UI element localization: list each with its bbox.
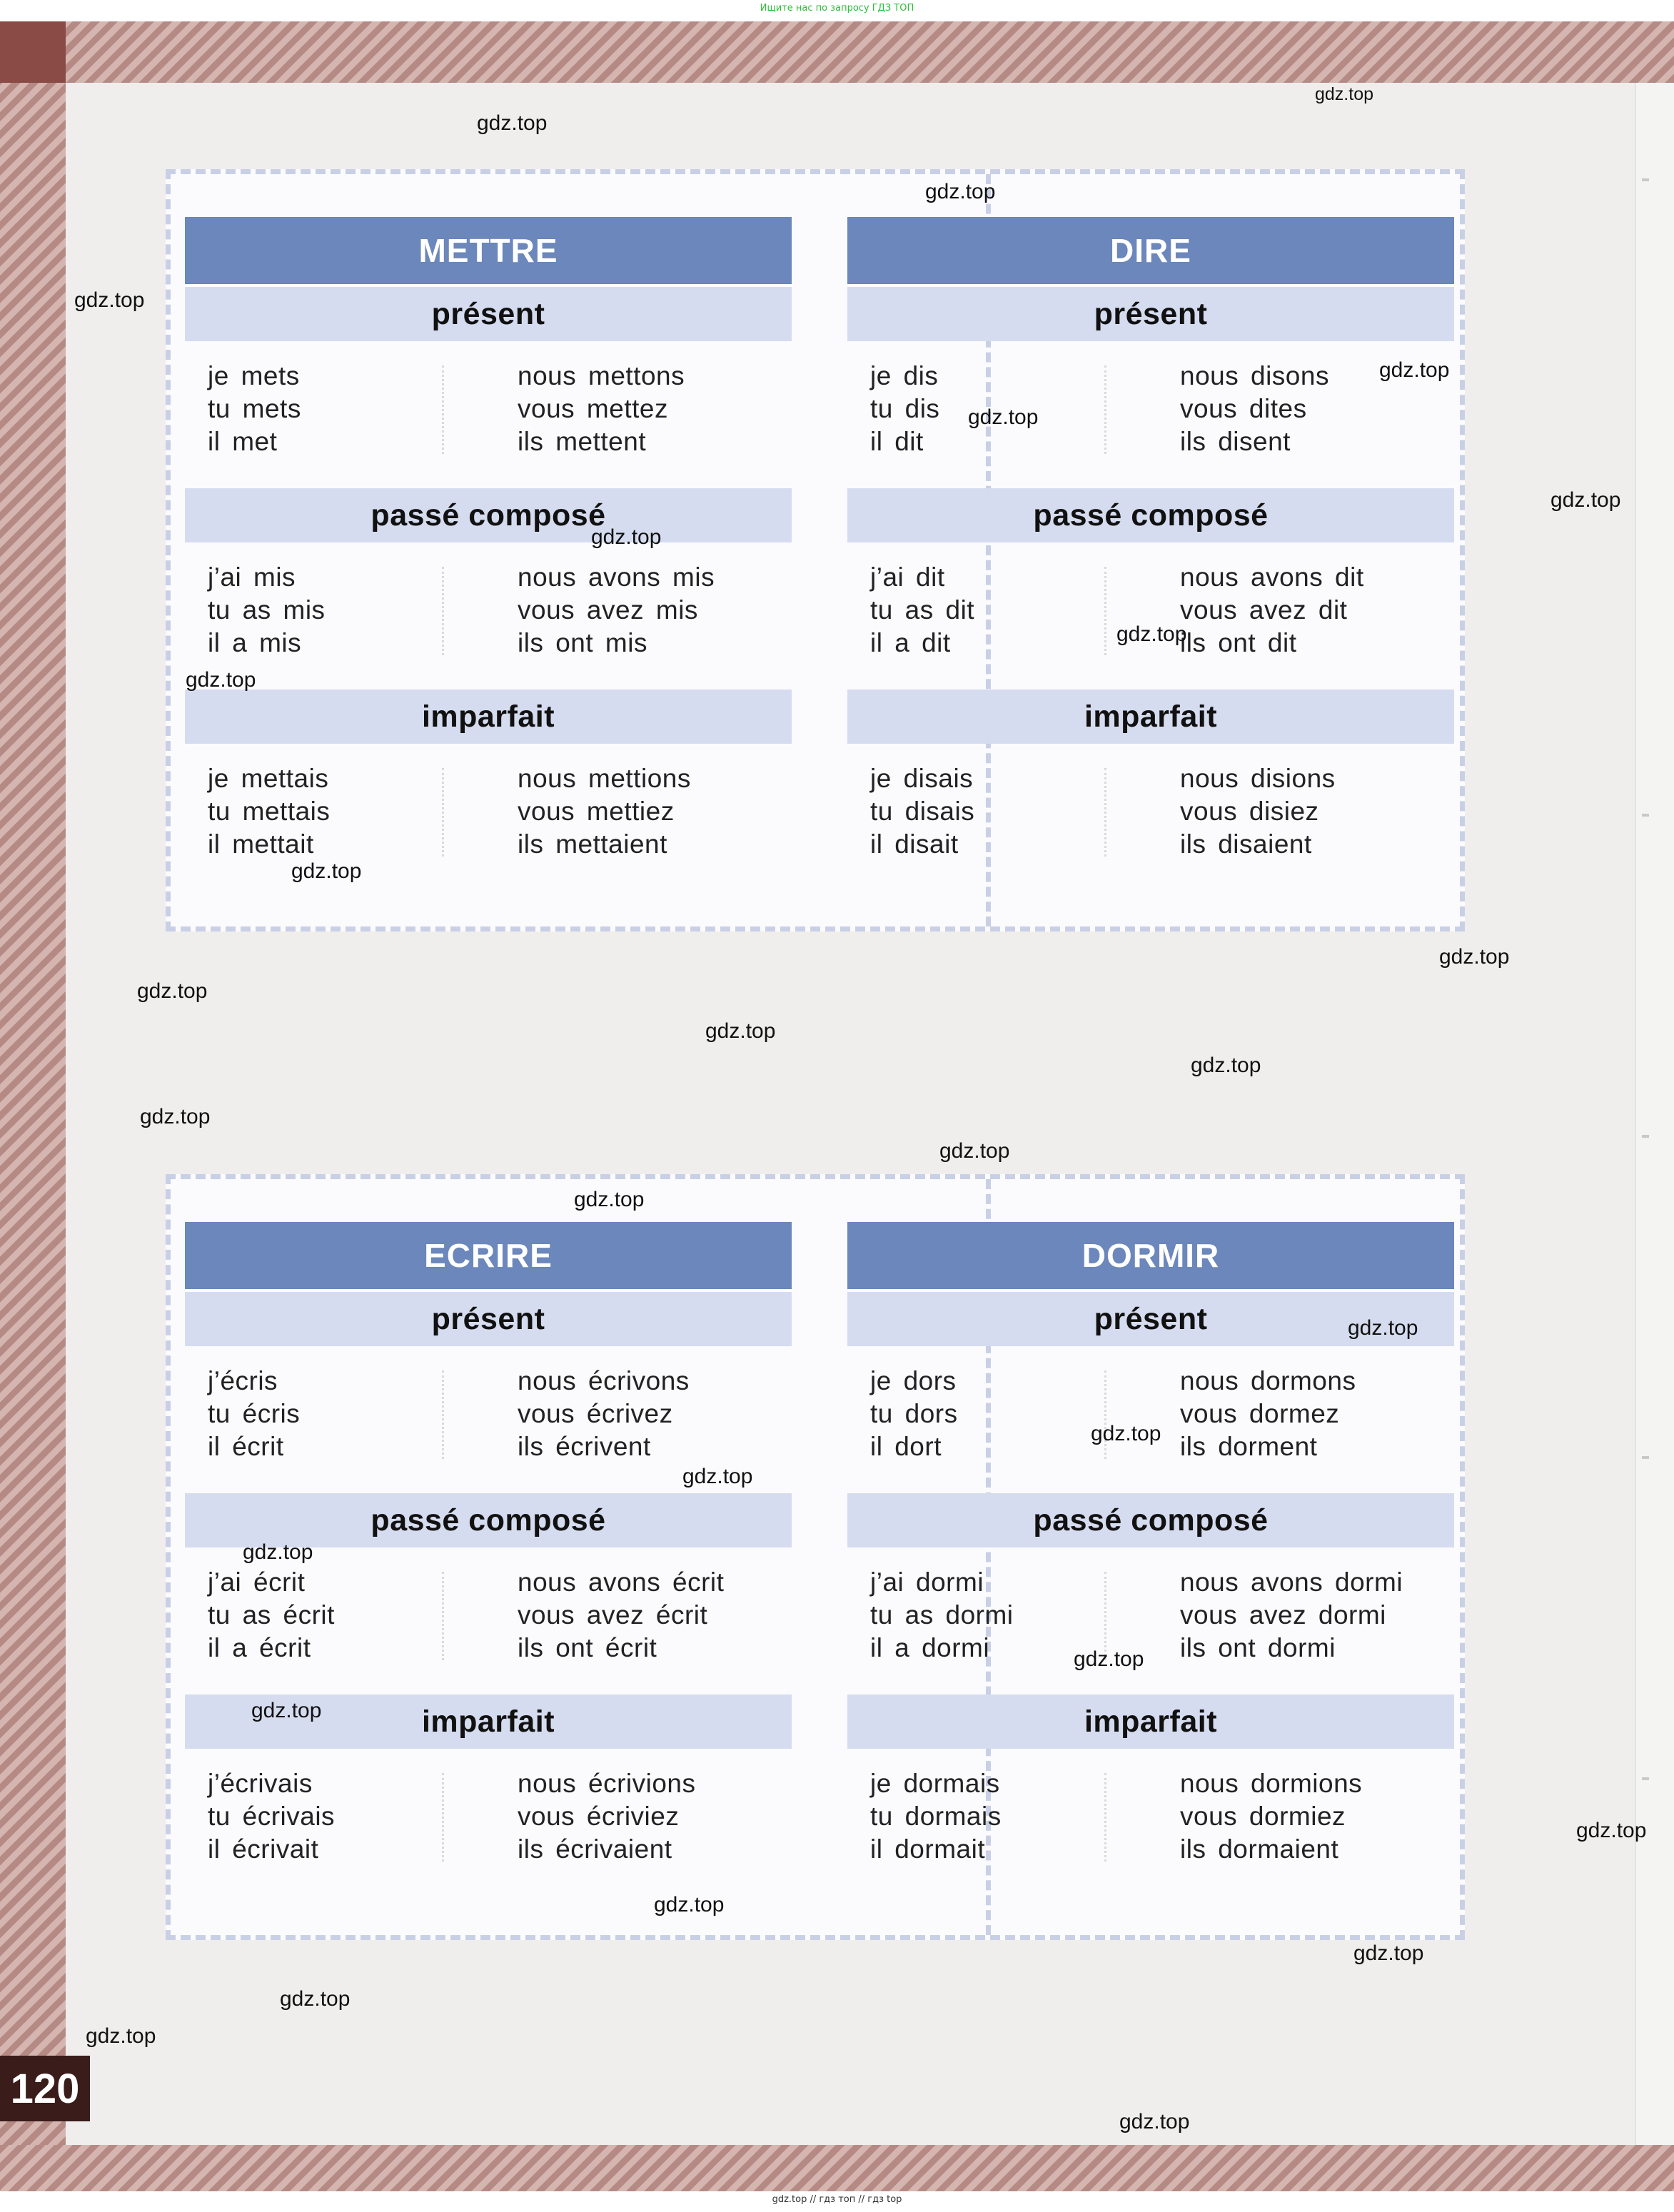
conjugated-form: je dors [870,1366,957,1395]
watermark: gdz.top [574,1188,645,1211]
plural-forms [442,561,715,690]
watermark: gdz.top [140,1105,211,1128]
conjugated-form: il a mis [208,628,302,657]
top-banner-note: Ищите нас по запросу ГДЗ ТОП [760,3,914,14]
conjugated-form: nous écrivions [518,1769,696,1798]
verb-title: METTRE [185,217,792,287]
conjugated-form: il met [208,427,278,456]
watermark: gdz.top [1576,1819,1647,1842]
singular-forms [185,1566,442,1695]
binding-stitch [1642,178,1649,181]
column-separator [442,365,444,454]
conjugated-form: ils mettent [518,427,647,456]
conjugated-form: il dit [870,427,924,456]
watermark: gdz.top [939,1139,1010,1163]
conjugated-form: tu écris [208,1399,301,1428]
column-separator [442,1773,444,1862]
watermark: gdz.top [1191,1054,1261,1077]
conjugation-section-bottom [166,1174,1465,1940]
plural-forms [442,1767,696,1896]
conjugated-form: je mettais [208,764,329,793]
conjugated-form: tu écrivais [208,1802,336,1831]
conjugated-form: nous mettions [518,764,691,793]
conjugated-form: nous avons écrit [518,1567,725,1597]
conjugated-form: vous écriviez [518,1802,680,1831]
conjugated-form: vous écrivez [518,1399,673,1428]
conjugated-form: nous disons [1180,361,1329,390]
tense-header: présent [847,287,1454,341]
conjugated-form: ils écrivent [518,1432,651,1461]
verb-title: ECRIRE [185,1222,792,1292]
conjugated-form: il écrit [208,1432,284,1461]
tense-header: présent [847,1292,1454,1346]
binding-stitch [1642,814,1649,817]
singular-forms [847,1365,1104,1493]
conjugated-form: nous avons dit [1180,562,1364,592]
conjugation-grid [185,1749,792,1896]
conjugation-grid [185,542,792,690]
plural-forms [442,360,685,488]
striped-border-left [0,21,66,2191]
column-separator [1104,365,1106,454]
conjugated-form: je dis [870,361,939,390]
conjugation-section-top [166,169,1465,931]
column-separator [1104,567,1106,655]
conjugation-grid [185,1547,792,1695]
plural-forms [1104,360,1329,488]
bottom-banner-note: gdz.top // гдз топ // гдз top [772,2194,902,2205]
column-separator [442,567,444,655]
plural-forms [1104,1566,1403,1695]
tense-header: imparfait [185,1695,792,1749]
conjugated-form: vous dormiez [1180,1802,1346,1831]
conjugated-form: tu as dormi [870,1600,1014,1630]
watermark: gdz.top [137,979,208,1003]
watermark: gdz.top [477,111,548,135]
watermark: gdz.top [1119,2110,1190,2133]
singular-forms [847,561,1104,690]
conjugated-form: vous mettiez [518,797,675,826]
singular-forms [847,1767,1104,1896]
tense-header: passé composé [847,1493,1454,1547]
conjugated-form: ils mettaient [518,829,667,859]
conjugation-grid [847,1749,1454,1896]
conjugated-form: ils ont écrit [518,1633,657,1662]
conjugation-grid [847,1346,1454,1493]
conjugation-grid [847,744,1454,891]
conjugated-form: ils écrivaient [518,1834,672,1864]
conjugated-form: vous dormez [1180,1399,1340,1428]
conjugated-form: il mettait [208,829,314,859]
striped-border-bottom [0,2145,1674,2191]
conjugated-form: nous dormons [1180,1366,1356,1395]
conjugated-form: ils ont mis [518,628,647,657]
singular-forms [185,1365,442,1493]
column-separator [442,1370,444,1459]
tense-header: passé composé [847,488,1454,542]
watermark: gdz.top [1353,1941,1424,1965]
conjugated-form: nous mettons [518,361,685,390]
conjugation-grid [847,542,1454,690]
conjugated-form: j’ai mis [208,562,296,592]
conjugated-form: il a écrit [208,1633,311,1662]
watermark: gdz.top [1348,1316,1418,1340]
watermark: gdz.top [280,1987,351,2011]
conjugated-form: tu as mis [208,595,326,625]
conjugated-form: il a dormi [870,1633,990,1662]
column-separator [1104,1773,1106,1862]
conjugated-form: ils disent [1180,427,1291,456]
tense-header: présent [185,1292,792,1346]
conjugated-form: ils ont dormi [1180,1633,1336,1662]
binding-stitch [1642,1135,1649,1138]
watermark: gdz.top [1439,945,1510,969]
conjugated-form: j’ai dormi [870,1567,984,1597]
verb-title: DORMIR [847,1222,1454,1292]
watermark: gdz.top [1116,622,1187,646]
conjugated-form: vous dites [1180,394,1307,423]
watermark: gdz.top [86,2024,156,2048]
conjugated-form: il dormait [870,1834,986,1864]
conjugated-form: j’écris [208,1366,278,1395]
page-number: 120 [0,2056,90,2121]
corner-block [0,21,66,83]
singular-forms [847,762,1104,891]
watermark: gdz.top [1091,1422,1161,1445]
verb-card [847,217,1454,891]
conjugated-form: tu as dit [870,595,975,625]
conjugated-form: ils ont dit [1180,628,1297,657]
watermark: gdz.top [186,668,256,692]
conjugated-form: j’écrivais [208,1769,313,1798]
binding-stitch [1642,1456,1649,1459]
tense-header: imparfait [847,1695,1454,1749]
watermark: gdz.top [654,1893,725,1916]
conjugated-form: nous avons dormi [1180,1567,1403,1597]
conjugated-form: nous écrivons [518,1366,690,1395]
conjugated-form: je mets [208,361,300,390]
watermark: gdz.top [251,1699,322,1722]
watermark: gdz.top [968,405,1039,429]
watermark: gdz.top [705,1019,776,1043]
conjugated-form: nous disions [1180,764,1336,793]
watermark: gdz.top [243,1540,313,1564]
conjugated-form: vous avez dit [1180,595,1348,625]
striped-border-top [0,21,1674,83]
conjugated-form: ils dormaient [1180,1834,1339,1864]
conjugated-form: vous avez mis [518,595,698,625]
conjugated-form: tu dis [870,394,940,423]
conjugated-form: ils dorment [1180,1432,1318,1461]
watermark: gdz.top [1379,358,1450,382]
conjugated-form: vous mettez [518,394,668,423]
conjugated-form: ils disaient [1180,829,1312,859]
watermark: gdz.top [591,525,662,549]
column-separator [1104,768,1106,857]
plural-forms [442,1365,690,1493]
conjugated-form: nous dormions [1180,1769,1363,1798]
watermark: gdz.top [1074,1647,1144,1671]
conjugated-form: tu disais [870,797,975,826]
watermark: gdz.top [925,180,996,203]
conjugated-form: tu dors [870,1399,958,1428]
plural-forms [442,762,691,891]
conjugated-form: je dormais [870,1769,1000,1798]
conjugated-form: je disais [870,764,974,793]
watermark: gdz.top [74,288,145,312]
binding-stitch [1642,1777,1649,1780]
conjugation-grid [185,341,792,488]
watermark: gdz.top [1551,488,1621,512]
verb-title: DIRE [847,217,1454,287]
verb-card [185,217,792,891]
conjugated-form: tu dormais [870,1802,1002,1831]
conjugated-form: vous avez écrit [518,1600,708,1630]
conjugated-form: il dort [870,1432,942,1461]
conjugated-form: j’ai écrit [208,1567,306,1597]
watermark: gdz.top [1315,84,1374,104]
plural-forms [1104,1767,1362,1896]
conjugated-form: il a dit [870,628,951,657]
singular-forms [847,1566,1104,1695]
conjugated-form: tu as écrit [208,1600,335,1630]
conjugation-grid [185,744,792,891]
conjugated-form: tu mettais [208,797,331,826]
column-separator [442,768,444,857]
conjugated-form: il écrivait [208,1834,319,1864]
tense-header: imparfait [185,690,792,744]
tense-header: présent [185,287,792,341]
column-separator [442,1572,444,1660]
conjugated-form: il disait [870,829,959,859]
singular-forms [185,360,442,488]
plural-forms [1104,762,1336,891]
tense-header: passé composé [185,1493,792,1547]
watermark: gdz.top [682,1465,753,1488]
conjugated-form: nous avons mis [518,562,715,592]
tense-header: imparfait [847,690,1454,744]
watermark: gdz.top [291,859,362,883]
conjugated-form: vous disiez [1180,797,1319,826]
tense-header: passé composé [185,488,792,542]
conjugated-form: vous avez dormi [1180,1600,1386,1630]
conjugation-grid [847,341,1454,488]
plural-forms [442,1566,724,1695]
conjugated-form: j’ai dit [870,562,945,592]
conjugation-grid [847,1547,1454,1695]
conjugated-form: tu mets [208,394,301,423]
singular-forms [185,1767,442,1896]
